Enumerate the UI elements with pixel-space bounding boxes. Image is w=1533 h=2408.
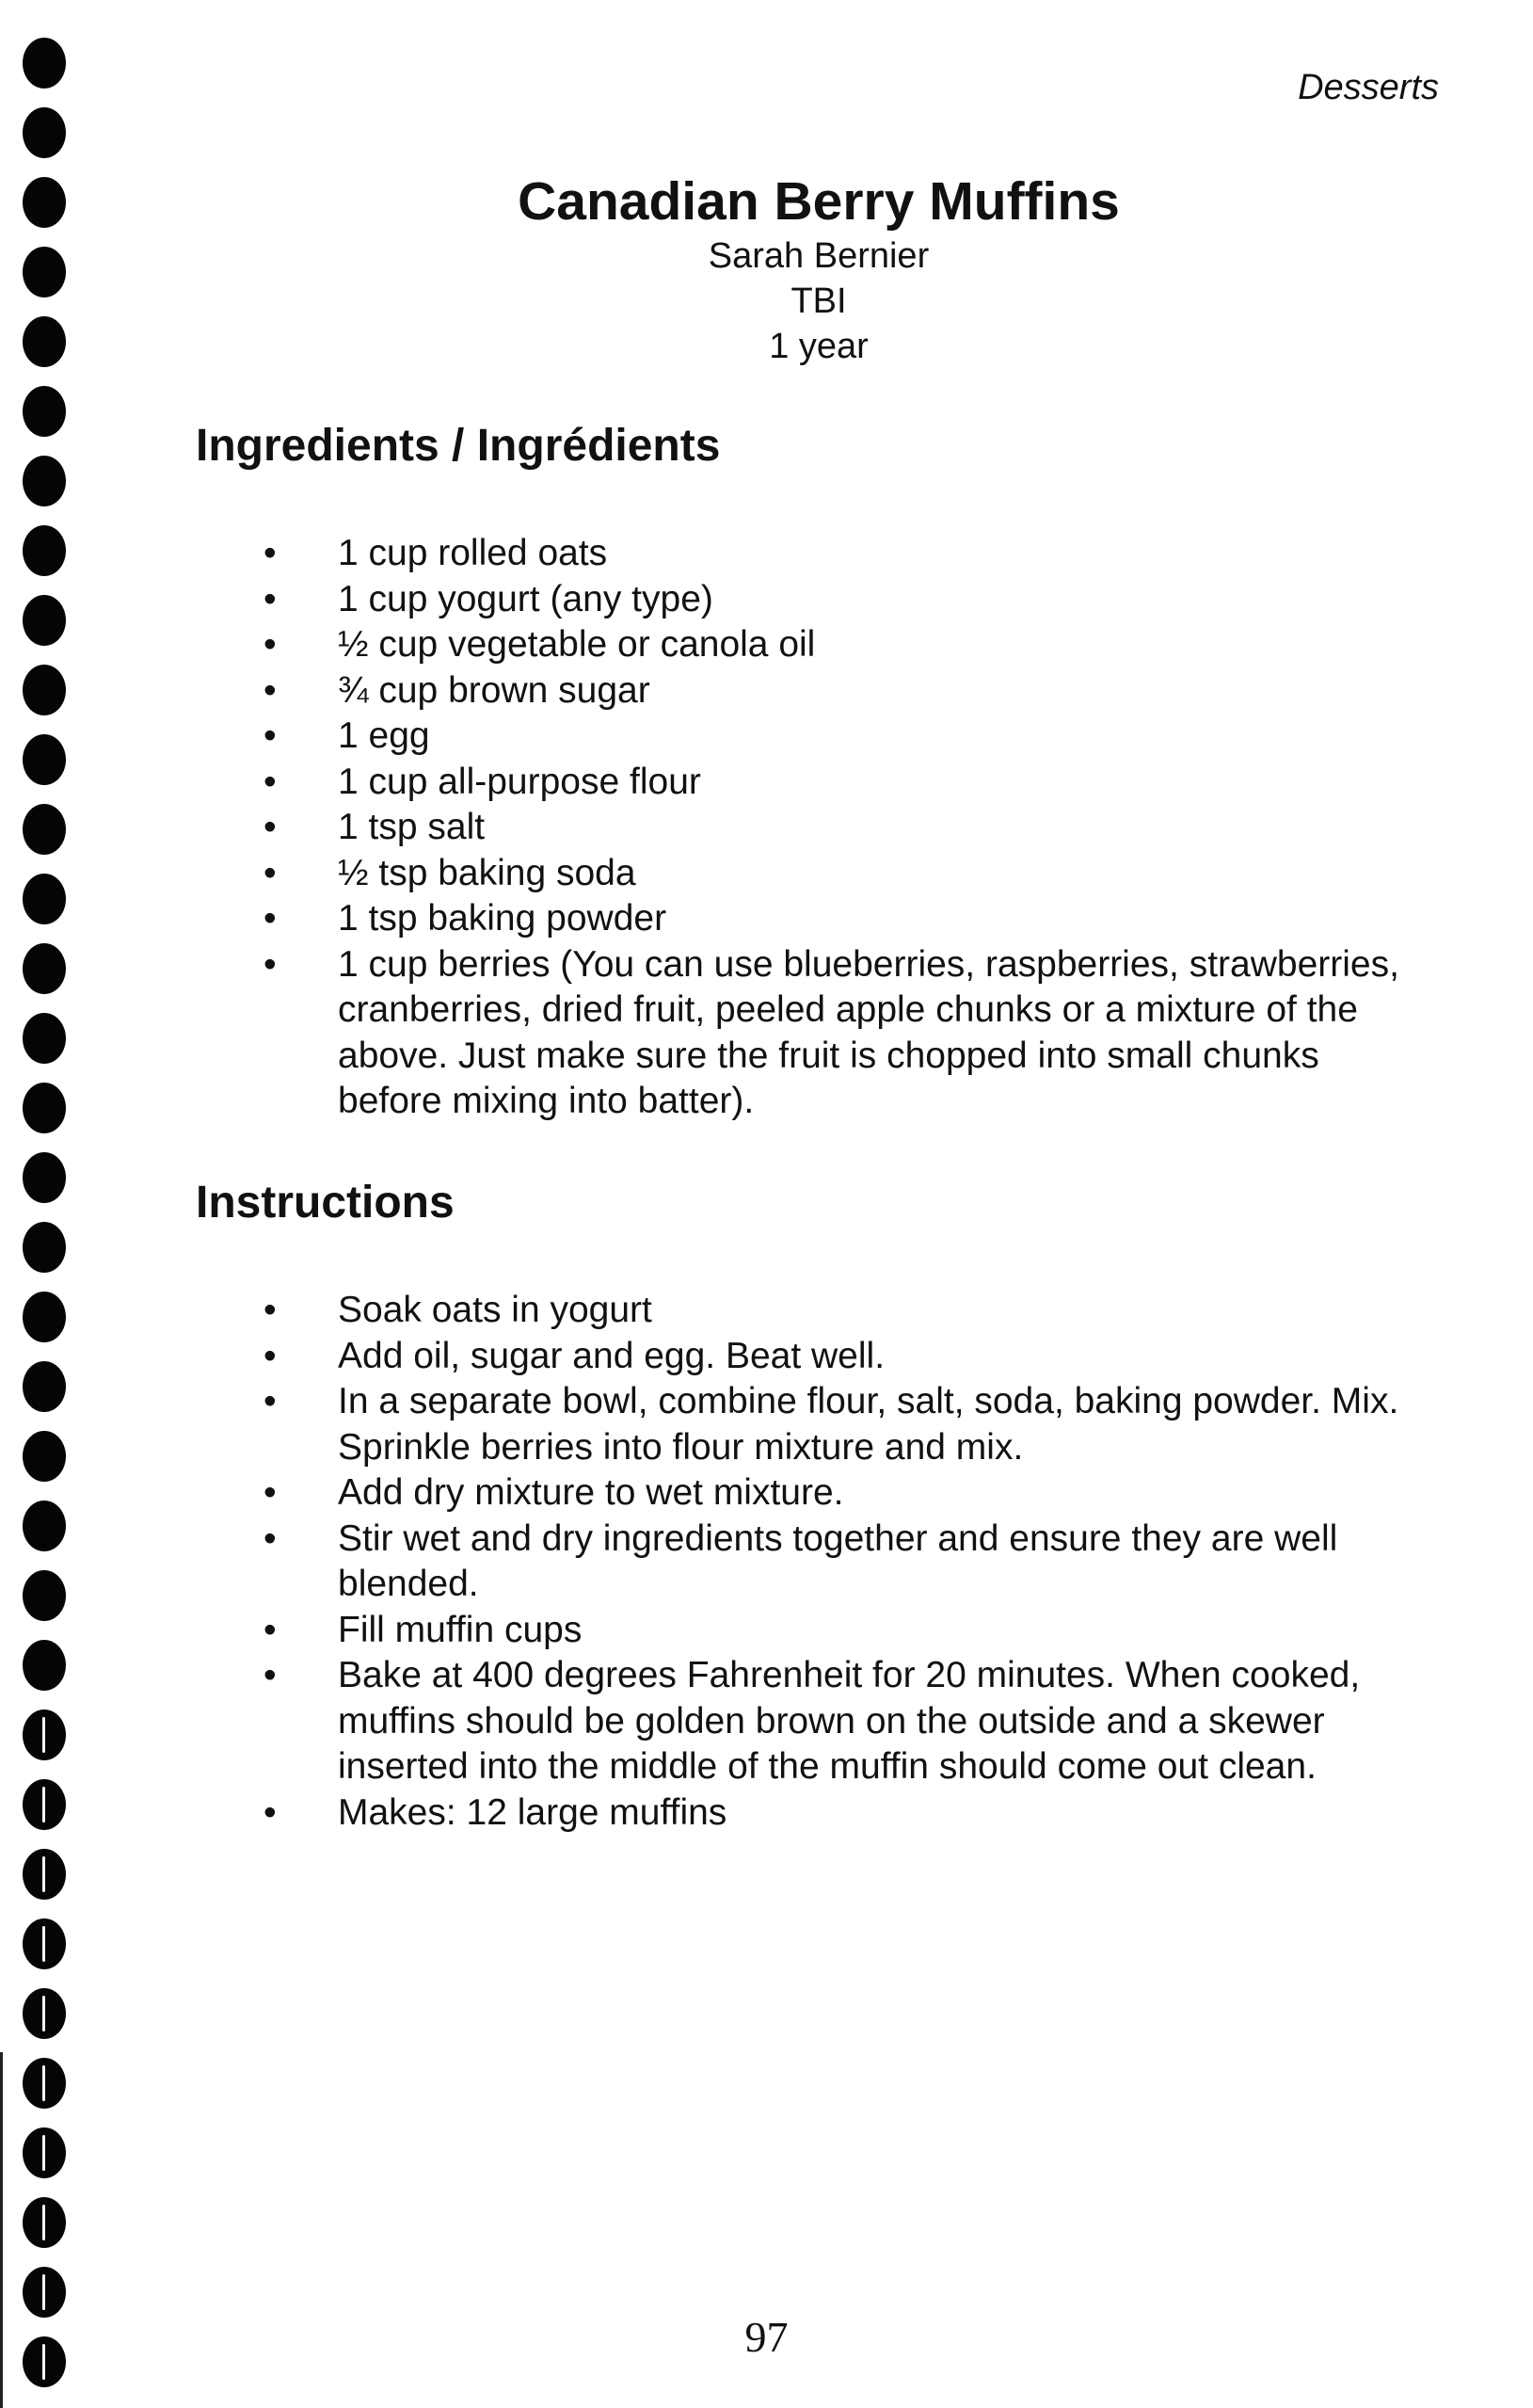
instructions-heading: Instructions (196, 1178, 455, 1228)
binding-hole (23, 177, 66, 228)
binding-hole (23, 1152, 66, 1203)
binding-hole (23, 1292, 66, 1342)
binding-hole (23, 2267, 66, 2318)
instruction-step: • Fill muffin cups (263, 1608, 1430, 1654)
section-label: Desserts (1298, 68, 1439, 107)
binding-hole (23, 525, 66, 576)
binding-hole (23, 386, 66, 437)
binding-hole (23, 247, 66, 297)
recipe-title: Canadian Berry Muffins (518, 171, 1120, 232)
binding-hole (23, 1988, 66, 2039)
recipe-header (358, 169, 1280, 369)
binding-hole (23, 1918, 66, 1969)
binding-hole (23, 1501, 66, 1551)
ingredient-item: • 1 cup berries (You can use blueberries, raspberries, strawberries, cranberries, dried fruit, peeled apple chunks or a mixture of the above. Just make sure the fruit is chopped into small chunks before mixing into batter). (263, 942, 1430, 1125)
recipe-author: Sarah Bernier (708, 236, 930, 276)
binding-hole (23, 316, 66, 367)
instruction-step: • In a separate bowl, combine flour, salt, soda, baking powder. Mix. Sprinkle berries into flour mixture and mix. (263, 1379, 1430, 1470)
binding-hole (23, 1222, 66, 1273)
binding-hole (23, 456, 66, 506)
ingredient-item: • 1 tsp salt (263, 805, 1430, 851)
binding-hole (23, 1710, 66, 1760)
binding-hole (23, 2197, 66, 2248)
binding-hole (23, 1013, 66, 1064)
ingredient-item: • 1 egg (263, 714, 1430, 760)
binding-hole (23, 107, 66, 158)
binding-hole (23, 595, 66, 646)
page-number: 97 (744, 2313, 789, 2361)
binding-hole (23, 1083, 66, 1133)
instruction-step: • Soak oats in yogurt (263, 1288, 1430, 1334)
ingredient-item: • ½ tsp baking soda (263, 851, 1430, 897)
ingredient-item: • 1 cup all-purpose flour (263, 760, 1430, 806)
recipe-years: 1 year (769, 327, 869, 366)
binding-hole (23, 2058, 66, 2109)
spiral-binding (17, 38, 72, 2372)
binding-hole (23, 1361, 66, 1412)
binding-hole (23, 874, 66, 924)
ingredient-item: • ¾ cup brown sugar (263, 668, 1430, 714)
instruction-step: • Bake at 400 degrees Fahrenheit for 20 minutes. When cooked, muffins should be golden brown on the outside and a skewer inserted into the middle of the muffin should come out clean. (263, 1653, 1430, 1790)
ingredients-list (263, 531, 1430, 1125)
binding-hole (23, 2127, 66, 2178)
binding-hole (23, 943, 66, 994)
recipe-program: TBI (790, 281, 847, 321)
ingredient-item: • 1 cup rolled oats (263, 531, 1430, 577)
instruction-step: • Makes: 12 large muffins (263, 1790, 1430, 1837)
ingredient-item: • ½ cup vegetable or canola oil (263, 622, 1430, 668)
binding-hole (23, 1640, 66, 1691)
instruction-step: • Add oil, sugar and egg. Beat well. (263, 1334, 1430, 1380)
binding-hole (23, 804, 66, 855)
ingredient-item: • 1 cup yogurt (any type) (263, 577, 1430, 623)
ingredient-item: • 1 tsp baking powder (263, 896, 1430, 942)
binding-hole (23, 665, 66, 715)
instructions-list (263, 1288, 1430, 1836)
instruction-step: • Add dry mixture to wet mixture. (263, 1470, 1430, 1517)
instruction-step: • Stir wet and dry ingredients together and ensure they are well blended. (263, 1517, 1430, 1608)
ingredients-heading: Ingredients / Ingrédients (196, 421, 721, 471)
binding-hole (23, 734, 66, 785)
binding-hole (23, 1431, 66, 1482)
binding-hole (23, 1779, 66, 1830)
binding-hole (23, 38, 66, 88)
binding-hole (23, 1849, 66, 1900)
binding-hole (23, 1570, 66, 1621)
